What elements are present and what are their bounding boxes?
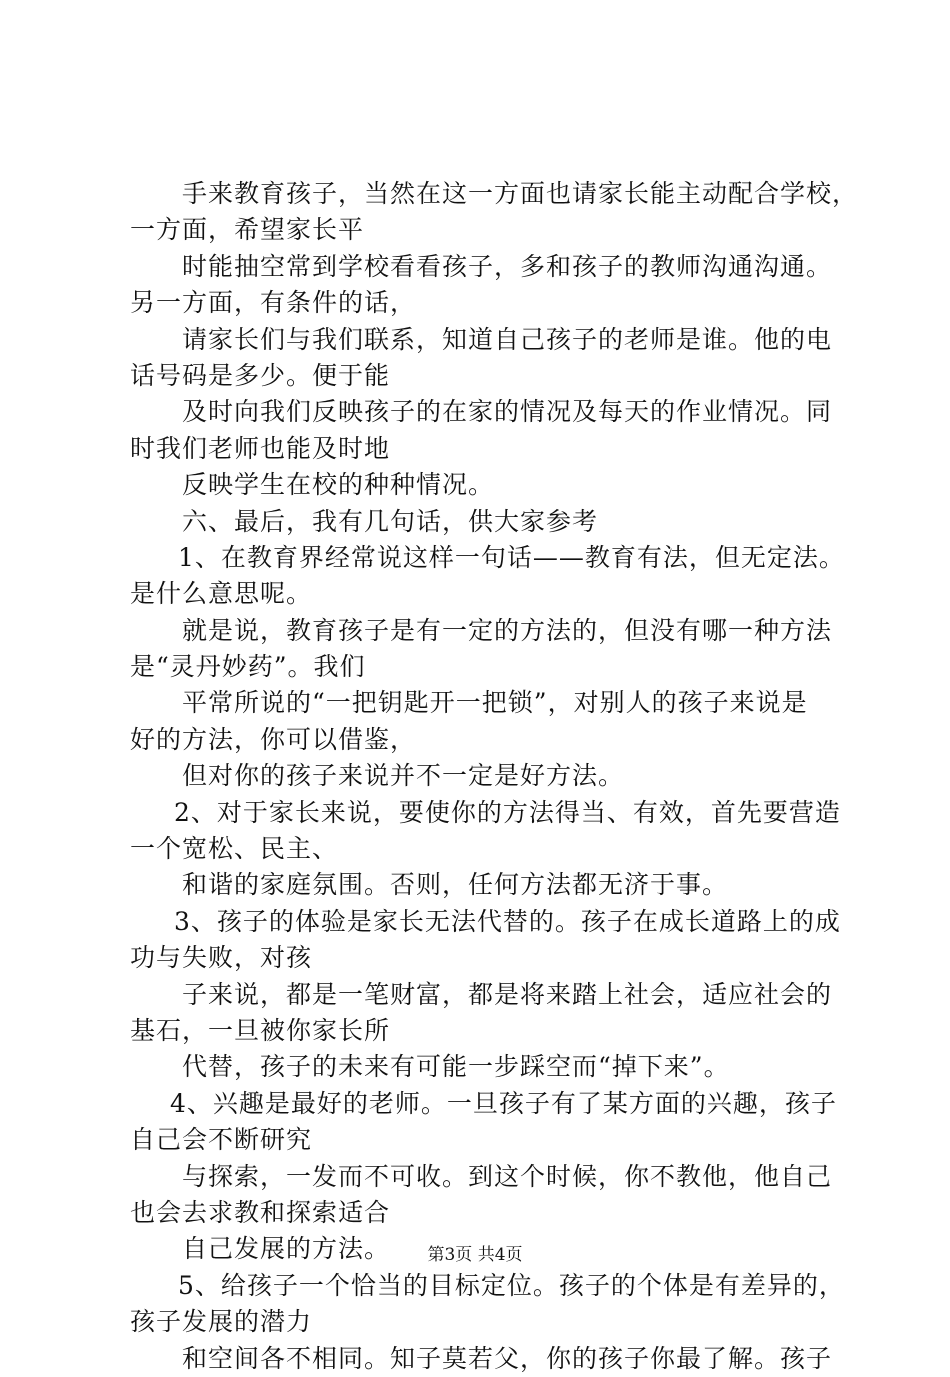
text-line: 手来教育孩子，当然在这一方面也请家长能主动配合学校， — [182, 179, 859, 208]
text-line: 是“灵丹妙药”。我们 — [130, 652, 366, 682]
text-line: 好的方法，你可以借鉴， — [130, 724, 417, 754]
text-line: 是什么意思呢。 — [130, 579, 313, 609]
text-line: 子来说，都是一笔财富，都是将来踏上社会，适应社会的 — [182, 979, 833, 1009]
text-line: 与探索，一发而不可收。到这个时候，你不教他，他自己 — [182, 1161, 833, 1191]
text-line: 代替，孩子的未来有可能一步踩空而“掉下来”。 — [182, 1052, 730, 1082]
text-line: 基石，一旦被你家长所 — [130, 1015, 391, 1045]
text-line: 就是说，教育孩子是有一定的方法的，但没有哪一种方法 — [182, 615, 833, 645]
text-line: 和空间各不相同。知子莫若父，你的孩子你最了解。孩子 — [182, 1343, 833, 1373]
text-line: 但对你的孩子来说并不一定是好方法。 — [182, 761, 625, 791]
section-heading: 六、最后，我有几句话，供大家参考 — [182, 506, 599, 536]
text-line: 和谐的家庭氛围。否则，任何方法都无济于事。 — [182, 870, 729, 900]
text-line: 另一方面，有条件的话， — [130, 288, 417, 318]
text-line: 1、在教育界经常说这样一句话——教育有法，但无定法。 — [178, 542, 845, 572]
text-line: 5、给孩子一个恰当的目标定位。孩子的个体是有差异的， — [178, 1270, 845, 1300]
text-line: 一方面，希望家长平 — [130, 215, 365, 245]
text-line: 一个宽松、民主、 — [130, 834, 339, 864]
text-line: 也会去求教和探索适合 — [130, 1197, 391, 1227]
text-line: 时能抽空常到学校看看孩子，多和孩子的教师沟通沟通。 — [182, 251, 833, 281]
text-line: 自己会不断研究 — [130, 1125, 313, 1155]
text-line: 反映学生在校的种种情况。 — [182, 470, 495, 500]
text-line: 3、孩子的体验是家长无法代替的。孩子在成长道路上的成 — [174, 906, 841, 936]
text-line: 平常所说的“一把钥匙开一把锁”，对别人的孩子来说是 — [182, 688, 808, 718]
text-line: 4、兴趣是最好的老师。一旦孩子有了某方面的兴趣，孩子 — [170, 1088, 837, 1118]
text-line: 时我们老师也能及时地 — [130, 433, 391, 463]
text-line: 功与失败，对孩 — [130, 943, 313, 973]
text-line: 话号码是多少。便于能 — [130, 360, 391, 390]
document-body — [130, 176, 859, 1377]
page-number-footer: 第3页 共4页 — [427, 1245, 523, 1265]
text-line: 孩子发展的潜力 — [130, 1307, 313, 1337]
text-line: 及时向我们反映孩子的在家的情况及每天的作业情况。同 — [182, 397, 833, 427]
text-line: 请家长们与我们联系，知道自己孩子的老师是谁。他的电 — [182, 324, 833, 354]
text-line: 自己发展的方法。 — [182, 1234, 391, 1264]
text-line: 2、对于家长来说，要使你的方法得当、有效，首先要营造 — [174, 797, 841, 827]
